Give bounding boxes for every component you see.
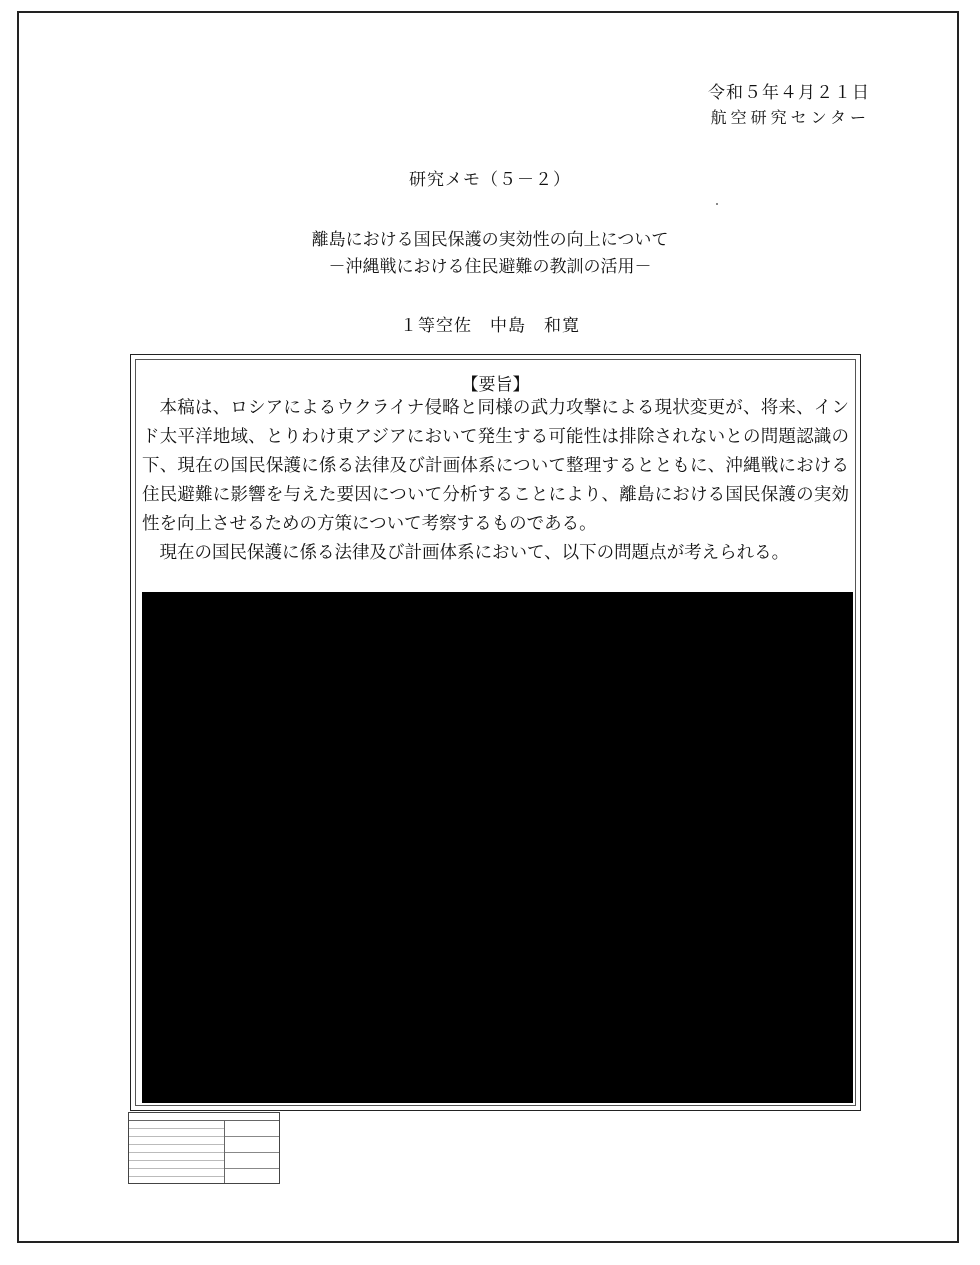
scan-artifact: [716, 203, 718, 205]
disclosure-stamp: [128, 1112, 280, 1184]
stamp-row: [129, 1153, 224, 1161]
stamp-cell: [225, 1153, 279, 1169]
memo-label: 研究メモ（５－２）: [409, 170, 571, 190]
stamp-cell: [225, 1169, 279, 1184]
stamp-row: [129, 1121, 224, 1129]
stamp-row: [129, 1129, 224, 1137]
summary-paragraph: 本稿は、ロシアによるウクライナ侵略と同様の武力攻撃による現状変更が、将来、インド太平洋地域、とりわけ東アジアにおいて発生する可能性は排除されないとの問題認識の下、現在の国民保護に係る法律及び計画体系について整理するとともに、沖縄戦における住民避難に影響を与えた要因について分析することにより、離島における国民保護の実効性を向上させるための方策について考察するものである。: [142, 398, 849, 534]
summary-body: [142, 394, 849, 568]
stamp-cell: [225, 1137, 279, 1153]
stamp-row: [129, 1177, 224, 1184]
stamp-row: [129, 1161, 224, 1169]
summary-box: [130, 354, 861, 1111]
stamp-grid: [129, 1121, 279, 1184]
summary-paragraph: 現在の国民保護に係る法律及び計画体系において、以下の問題点が考えられる。: [159, 543, 790, 563]
document-subtitle: －沖縄戦における住民避難の教訓の活用－: [328, 257, 652, 277]
stamp-header: [129, 1113, 279, 1121]
author-line: １等空佐 中島 和寛: [400, 316, 580, 336]
redacted-block: [142, 592, 853, 1103]
organization-name: 航空研究センター: [710, 108, 870, 127]
stamp-left-column: [129, 1121, 225, 1184]
stamp-cell: [225, 1121, 279, 1137]
stamp-right-column: [225, 1121, 279, 1184]
document-title: 離島における国民保護の実効性の向上について: [311, 230, 669, 250]
summary-inner-border: [135, 359, 856, 1106]
summary-heading: 【要旨】: [461, 375, 530, 395]
stamp-row: [129, 1137, 224, 1145]
stamp-row: [129, 1145, 224, 1153]
document-date: 令和５年４月２１日: [708, 83, 870, 103]
stamp-row: [129, 1169, 224, 1177]
